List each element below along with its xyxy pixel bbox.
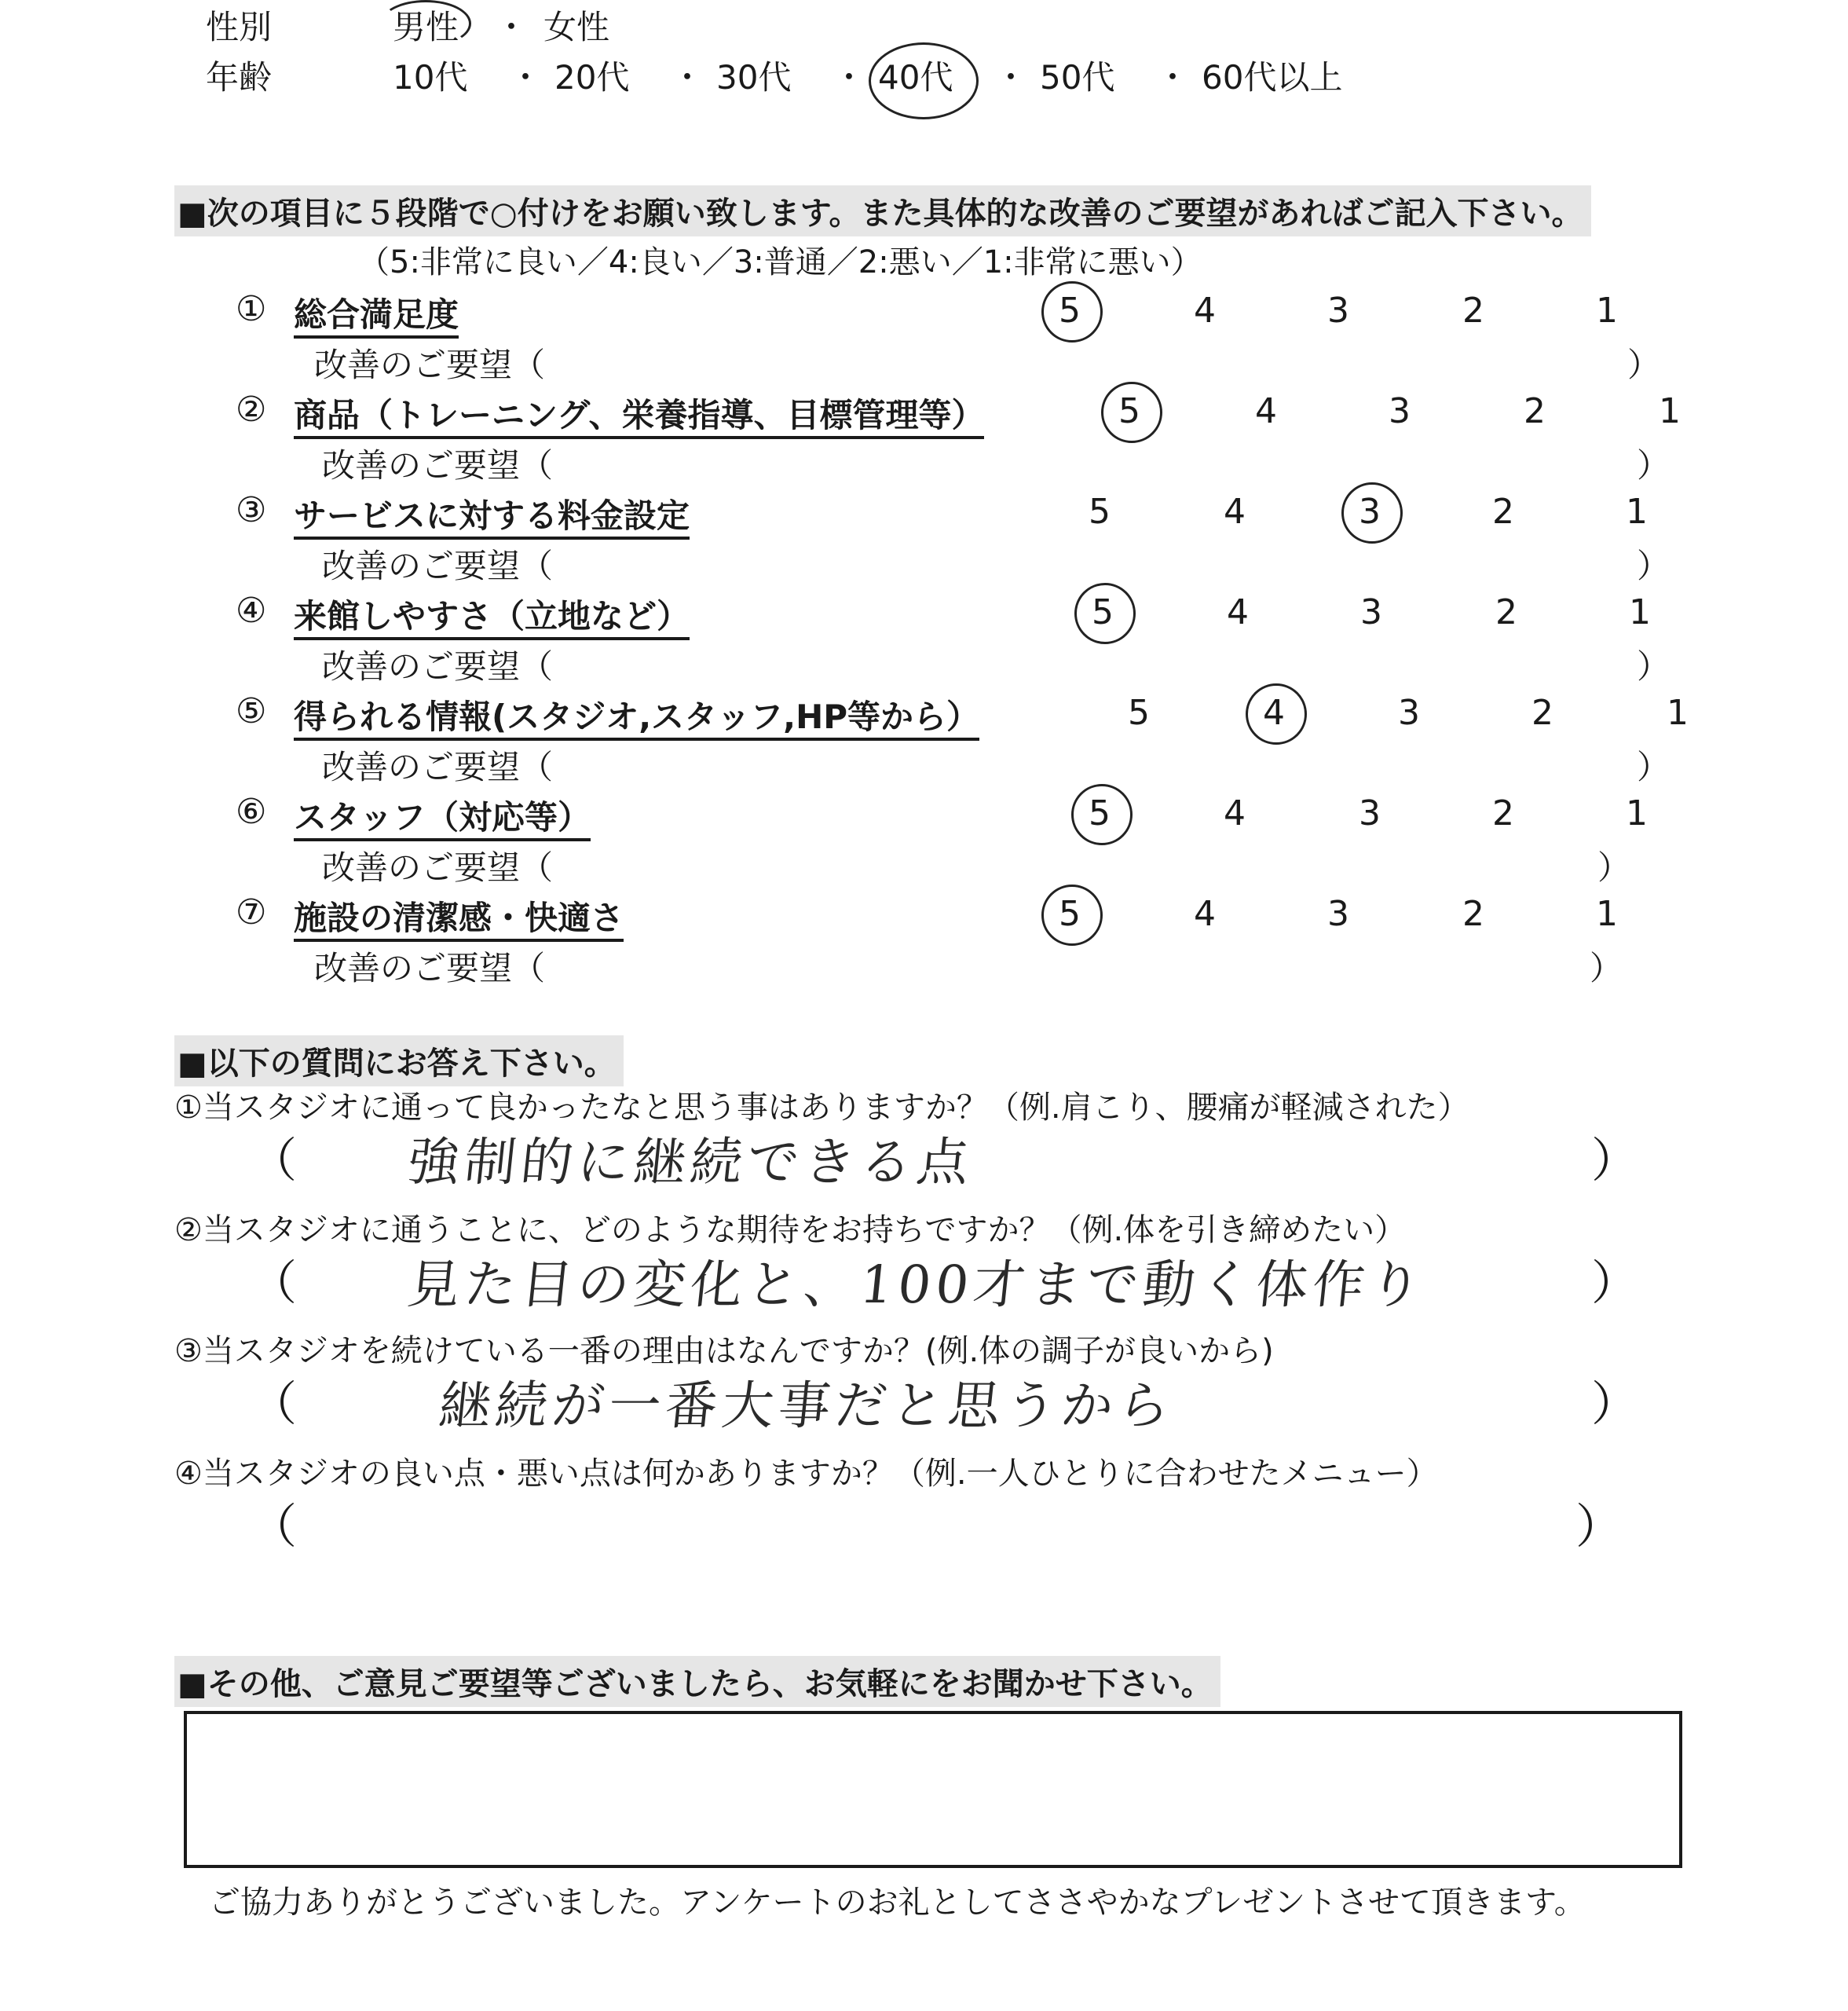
rating-score-1[interactable]: 1	[1629, 592, 1651, 632]
rating-score-2[interactable]: 2	[1524, 391, 1546, 431]
improvement-request-close-paren: ）	[1637, 748, 1671, 786]
rating-score-2[interactable]: 2	[1462, 894, 1484, 934]
improvement-request-label: 改善のご要望（	[322, 647, 554, 686]
rating-score-2[interactable]: 2	[1462, 291, 1484, 331]
improvement-request-close-paren: ）	[1637, 547, 1671, 585]
answer-close-paren: ）	[1575, 1500, 1623, 1555]
improvement-request-close-paren: ）	[1637, 446, 1671, 485]
rating-item-number: ⑥	[236, 792, 267, 832]
selected-score-circle	[1246, 683, 1307, 745]
rating-scale-legend: （5:非常に良い／4:良い／3:普通／2:悪い／1:非常に悪い）	[358, 244, 1202, 280]
rating-section-header: ■次の項目に５段階で○付けをお願い致します。また具体的な改善のご要望があればご記入下さい。	[174, 185, 1591, 236]
comments-box[interactable]	[184, 1711, 1682, 1868]
rating-item-title: サービスに対する料金設定	[294, 490, 690, 537]
improvement-request-close-paren: ）	[1637, 647, 1671, 686]
selected-age-circle	[869, 42, 979, 119]
rating-score-1[interactable]: 1	[1667, 693, 1689, 733]
rating-score-3[interactable]: 3	[1389, 391, 1411, 431]
question-text: ③当スタジオを続けている一番の理由はなんですか？(例.体の調子が良いから)	[174, 1333, 1274, 1369]
gender-option-female[interactable]: 女性	[543, 8, 610, 46]
age-separator: ・	[833, 58, 866, 97]
rating-score-2[interactable]: 2	[1492, 492, 1514, 532]
rating-item-number: ③	[236, 490, 267, 530]
rating-score-5[interactable]: 5	[1118, 391, 1140, 431]
rating-score-2[interactable]: 2	[1495, 592, 1517, 632]
selected-score-circle	[1341, 482, 1403, 544]
handwritten-answer[interactable]: 見た目の変化と、100才まで動く体作り	[404, 1255, 1429, 1315]
age-option-10s[interactable]: 10代	[393, 58, 468, 97]
rating-score-2[interactable]: 2	[1531, 693, 1553, 733]
selected-score-circle	[1041, 281, 1103, 342]
improvement-request-close-paren: ）	[1627, 346, 1661, 384]
rating-item-number: ⑤	[236, 691, 267, 731]
rating-score-3[interactable]: 3	[1327, 291, 1349, 331]
rating-score-4[interactable]: 4	[1227, 592, 1249, 632]
rating-score-1[interactable]: 1	[1596, 291, 1618, 331]
rating-item-number: ①	[236, 289, 267, 329]
rating-item-number: ④	[236, 591, 267, 631]
rating-item-number: ⑦	[236, 892, 267, 932]
question-text: ④当スタジオの良い点・悪い点は何かありますか？（例.一人ひとりに合わせたメニュー）	[174, 1456, 1438, 1492]
rating-score-5[interactable]: 5	[1059, 894, 1081, 934]
gender-separator: ・	[495, 8, 529, 46]
rating-score-3[interactable]: 3	[1359, 492, 1381, 532]
age-option-60s-plus[interactable]: 60代以上	[1202, 58, 1343, 97]
rating-score-5[interactable]: 5	[1089, 793, 1111, 833]
rating-score-4[interactable]: 4	[1263, 693, 1285, 733]
rating-score-3[interactable]: 3	[1359, 793, 1381, 833]
selected-score-circle	[1041, 885, 1103, 946]
rating-score-5[interactable]: 5	[1089, 492, 1111, 532]
improvement-request-close-paren: ）	[1597, 848, 1631, 887]
selected-score-circle	[1101, 382, 1162, 443]
rating-score-5[interactable]: 5	[1092, 592, 1114, 632]
rating-score-3[interactable]: 3	[1327, 894, 1349, 934]
rating-score-1[interactable]: 1	[1626, 492, 1648, 532]
handwritten-answer[interactable]: 強制的に継続できる点	[404, 1132, 977, 1192]
age-separator: ・	[509, 58, 543, 97]
answer-open-paren: （	[250, 1500, 297, 1555]
rating-item-title: スタッフ（対応等）	[294, 792, 591, 839]
improvement-request-close-paren: ）	[1590, 949, 1623, 987]
improvement-request-label: 改善のご要望（	[322, 446, 554, 485]
rating-score-1[interactable]: 1	[1659, 391, 1681, 431]
rating-score-3[interactable]: 3	[1360, 592, 1382, 632]
rating-score-4[interactable]: 4	[1224, 793, 1246, 833]
gender-label: 性別	[206, 8, 273, 46]
rating-score-1[interactable]: 1	[1596, 894, 1618, 934]
rating-item-number: ②	[236, 390, 267, 430]
rating-score-4[interactable]: 4	[1194, 291, 1216, 331]
rating-item-title: 総合満足度	[294, 289, 459, 336]
gender-option-male[interactable]: 男性	[393, 8, 459, 46]
age-option-40s[interactable]: 40代	[878, 58, 953, 97]
age-option-50s[interactable]: 50代	[1040, 58, 1115, 97]
improvement-request-label: 改善のご要望（	[322, 848, 554, 887]
age-label: 年齢	[206, 58, 273, 97]
answer-open-paren: （	[250, 1134, 297, 1189]
rating-item-title: 得られる情報(スタジオ,スタッフ,HP等から）	[294, 691, 979, 738]
age-separator: ・	[994, 58, 1028, 97]
improvement-request-label: 改善のご要望（	[322, 547, 554, 585]
age-option-20s[interactable]: 20代	[554, 58, 630, 97]
age-separator: ・	[1156, 58, 1190, 97]
improvement-request-label: 改善のご要望（	[322, 748, 554, 786]
answer-open-paren: （	[250, 1377, 297, 1432]
handwritten-answer[interactable]: 継続が一番大事だと思うから	[436, 1375, 1178, 1436]
selected-score-circle	[1071, 784, 1133, 845]
improvement-request-label: 改善のご要望（	[314, 346, 546, 384]
age-separator: ・	[671, 58, 704, 97]
selected-score-circle	[1074, 583, 1136, 644]
question-section-header: ■以下の質問にお答え下さい。	[174, 1035, 624, 1086]
selected-gender-circle	[380, 0, 471, 47]
question-text: ①当スタジオに通って良かったなと思う事はありますか？（例.肩こり、腰痛が軽減された）	[174, 1090, 1469, 1126]
question-text: ②当スタジオに通うことに、どのような期待をお持ちですか？（例.体を引き締めたい）	[174, 1212, 1407, 1248]
footer-thanks: ご協力ありがとうございました。アンケートのお礼としてささやかなプレゼントさせて頂きます。	[209, 1885, 1586, 1921]
rating-score-4[interactable]: 4	[1255, 391, 1277, 431]
rating-score-5[interactable]: 5	[1128, 693, 1150, 733]
answer-close-paren: ）	[1591, 1256, 1638, 1311]
answer-open-paren: （	[250, 1256, 297, 1311]
age-option-30s[interactable]: 30代	[716, 58, 792, 97]
other-section-header: ■その他、ご意見ご要望等ございましたら、お気軽にをお聞かせ下さい。	[174, 1656, 1220, 1707]
rating-score-4[interactable]: 4	[1224, 492, 1246, 532]
rating-item-title: 施設の清潔感・快適さ	[294, 892, 624, 940]
rating-item-title: 商品（トレーニング、栄養指導、目標管理等）	[294, 390, 984, 437]
answer-close-paren: ）	[1591, 1377, 1638, 1432]
improvement-request-label: 改善のご要望（	[314, 949, 546, 987]
rating-score-3[interactable]: 3	[1398, 693, 1420, 733]
rating-score-2[interactable]: 2	[1492, 793, 1514, 833]
rating-score-5[interactable]: 5	[1059, 291, 1081, 331]
rating-item-title: 来館しやすさ（立地など）	[294, 591, 690, 638]
rating-score-1[interactable]: 1	[1626, 793, 1648, 833]
answer-close-paren: ）	[1591, 1134, 1638, 1189]
rating-score-4[interactable]: 4	[1194, 894, 1216, 934]
